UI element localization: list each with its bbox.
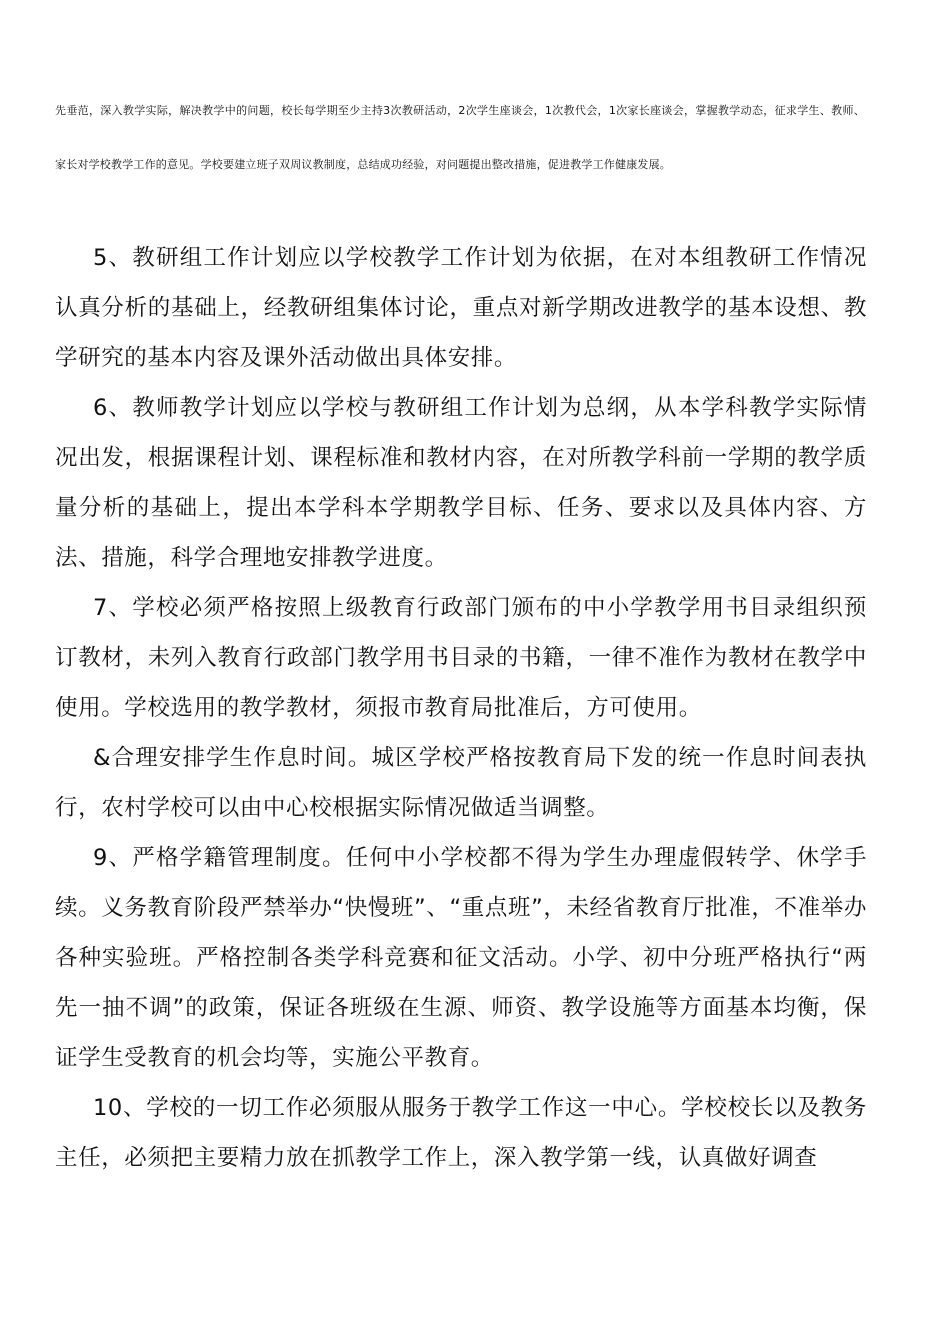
intro-paragraph: 先垂范，深入教学实际，解决教学中的问题，校长每学期至少主持3次教研活动，2次学生座谈会，1次教代会，1次家长座谈会，掌握教学动态，征求学生、教师、家长对学校教学工作的意见。学校要建立班子双周议教制度，总结成功经验，对问题提出整改措施，促进教学工作健康发展。: [55, 104, 865, 171]
paragraph-item-8: &合理安排学生作息时间。城区学校严格按教育局下发的统一作息时间表执行，农村学校可以由中心校根据实际情况做适当调整。: [55, 745, 867, 821]
paragraph-item-7: 7、学校必须严格按照上级教育行政部门颁布的中小学教学用书目录组织预订教材，未列入教育行政部门教学用书目录的书籍，一律不准作为教材在教学中使用。学校选用的教学教材，须报市教育局批准后，方可使用。: [55, 595, 867, 721]
paragraph-item-9: 9、严格学籍管理制度。任何中小学校都不得为学生办理虚假转学、休学手续。义务教育阶段严禁举办“快慢班”、“重点班”，未经省教育厅批准，不准举办各种实验班。严格控制各类学科竞赛和征文活动。小学、初中分班严格执行“两先一抽不调”的政策，保证各班级在生源、师资、教学设施等方面基本均衡，保证学生受教育的机会均等，实施公平教育。: [55, 845, 867, 1071]
paragraph-item-6: 6、教师教学计划应以学校与教研组工作计划为总纲，从本学科教学实际情况出发，根据课程计划、课程标准和教材内容，在对所教学科前一学期的教学质量分析的基础上，提出本学科本学期教学目标、任务、要求以及具体内容、方法、措施，科学合理地安排教学进度。: [55, 395, 867, 571]
document-body: [55, 233, 867, 1183]
paragraph-item-10: 10、学校的一切工作必须服从服务于教学工作这一中心。学校校长以及教务主任，必须把主要精力放在抓教学工作上，深入教学第一线，认真做好调查: [55, 1095, 867, 1171]
paragraph-item-5: 5、教研组工作计划应以学校教学工作计划为依据，在对本组教研工作情况认真分析的基础上，经教研组集体讨论，重点对新学期改进教学的基本设想、教学研究的基本内容及课外活动做出具体安排。: [55, 245, 867, 371]
